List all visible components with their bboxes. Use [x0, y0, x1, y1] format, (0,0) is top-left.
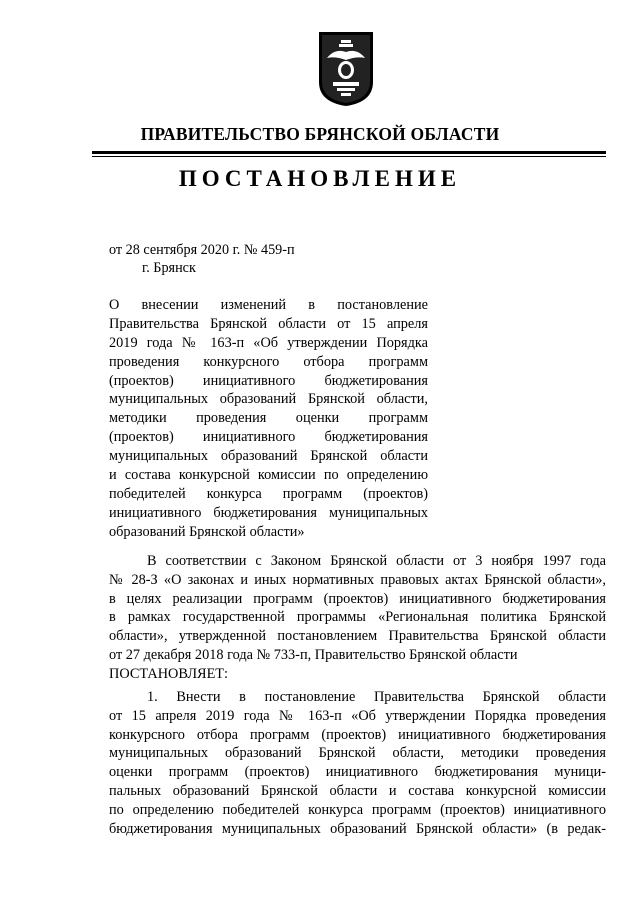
- paragraph-line: оценки программ (проектов) инициативного бюджетирования муници-: [109, 764, 606, 781]
- paragraph-line: 1. Внести в постановление Правительства Брянской области: [147, 689, 606, 705]
- subject-line: проведения конкурсного отбора программ: [109, 353, 428, 370]
- paragraph-line: № 28-З «О законах и иных нормативных правовых актах Брянской области»,: [109, 571, 606, 588]
- paragraph-line: пальных образований Брянской области и состава конкурсной комиссии: [109, 782, 606, 799]
- paragraph-line: муниципальных образований Брянской области, методики проведения: [109, 745, 606, 762]
- paragraph-line: бюджетирования муниципальных образований Брянской области» (в редак-: [109, 820, 606, 837]
- document-type-title: ПОСТАНОВЛЕНИЕ: [178, 166, 462, 191]
- document-date-number: от 28 сентября 2020 г. № 459-п: [109, 242, 295, 258]
- paragraph-line: области», утвержденной постановлением Правительства Брянской области: [109, 628, 606, 645]
- subject-line: и состава конкурсной комиссии по определению: [109, 467, 428, 484]
- subject-line: методики проведения оценки программ: [109, 410, 428, 427]
- paragraph-line: В соответствии с Законом Брянской области от 3 ноября 1997 года: [147, 553, 606, 569]
- subject-line: победителей конкурса программ (проектов): [109, 485, 428, 502]
- preamble-paragraph: [109, 552, 606, 684]
- paragraph-line: в рамках государственной программы «Региональная политика Брянской: [109, 609, 606, 626]
- subject-line: Правительства Брянской области от 15 апреля: [109, 315, 428, 332]
- government-title: ПРАВИТЕЛЬСТВО БРЯНСКОЙ ОБЛАСТИ: [140, 124, 500, 144]
- paragraph-line: в целях реализации программ (проектов) инициативного бюджетирования: [109, 590, 606, 607]
- bryansk-coat-of-arms-icon: [317, 30, 375, 108]
- header-rule-thin: [92, 156, 606, 157]
- subject-line: муниципальных образований Брянской области: [109, 448, 428, 465]
- subject-line: (проектов) инициативного бюджетирования: [109, 372, 428, 389]
- paragraph-line: от 27 декабря 2018 года № 733-п, Правительство Брянской области: [109, 646, 518, 663]
- resolution-keyword: ПОСТАНОВЛЯЕТ:: [109, 665, 229, 682]
- header-rule-thick: [92, 151, 606, 154]
- paragraph-line: конкурсного отбора программ (проектов) инициативного бюджетирования: [109, 726, 606, 743]
- document-subject: [109, 296, 428, 542]
- subject-line: (проектов) инициативного бюджетирования: [109, 429, 428, 446]
- paragraph-line: по определению победителей конкурса программ (проектов) инициативного: [109, 801, 606, 818]
- subject-line: О внесении изменений в постановление: [109, 297, 428, 313]
- clause-1-paragraph: [109, 688, 606, 838]
- document-city: г. Брянск: [142, 260, 196, 276]
- paragraph-line: от 15 апреля 2019 года № 163-п «Об утверждении Порядка проведения: [109, 707, 606, 724]
- subject-line: 2019 года № 163-п «Об утверждении Порядка: [109, 334, 428, 351]
- subject-line: инициативного бюджетирования муниципальных: [109, 504, 428, 521]
- subject-line: муниципальных образований Брянской области,: [109, 391, 428, 408]
- subject-line: образований Брянской области»: [109, 523, 305, 540]
